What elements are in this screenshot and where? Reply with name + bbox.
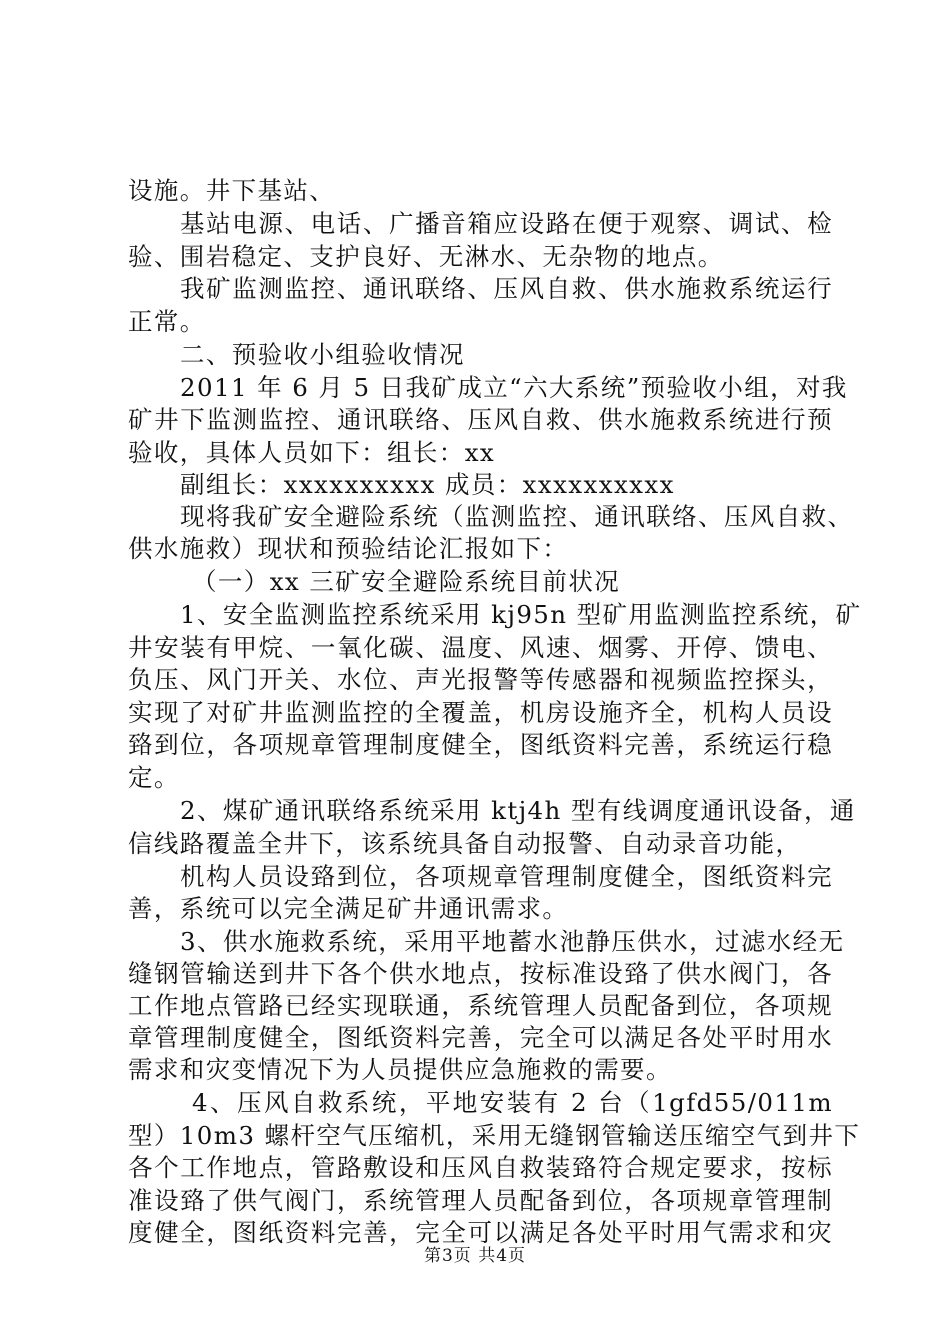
text-line: 型）10m3 螺杆空气压缩机，采用无缝钢管输送压缩空气到井下 bbox=[128, 1121, 861, 1150]
text-line: 基站电源、电话、广播音箱应设路在便于观察、调试、检 bbox=[180, 209, 833, 238]
text-line: 度健全，图纸资料完善，完全可以满足各处平时用气需求和灾 bbox=[128, 1218, 833, 1247]
text-line: 正常。 bbox=[128, 307, 206, 336]
text-line: 3、供水施救系统，采用平地蓄水池静压供水，过滤水经无 bbox=[180, 927, 845, 956]
section-heading: 二、预验收小组验收情况 bbox=[180, 340, 465, 369]
text-line: 4、压风自救系统，平地安装有 2 台（1gfd55/011m bbox=[192, 1088, 833, 1117]
text-line: 我矿监测监控、通讯联络、压风自救、供水施救系统运行 bbox=[180, 274, 833, 303]
text-line: 2、煤矿通讯联络系统采用 ktj4h 型有线调度通讯设备，通 bbox=[180, 796, 856, 825]
text-line: 设施。井下基站、 bbox=[128, 176, 336, 205]
subsection-heading: （一）xx 三矿安全避险系统目前状况 bbox=[192, 567, 621, 596]
text-line: 2011 年 6 月 5 日我矿成立“六大系统”预验收小组，对我 bbox=[180, 373, 848, 402]
text-line: 臵到位，各项规章管理制度健全，图纸资料完善，系统运行稳 bbox=[128, 730, 833, 759]
text-line: 负压、风门开关、水位、声光报警等传感器和视频监控探头， bbox=[128, 665, 833, 694]
text-line: 实现了对矿井监测监控的全覆盖，机房设施齐全，机构人员设 bbox=[128, 698, 833, 727]
text-line: 准设臵了供气阀门，系统管理人员配备到位，各项规章管理制 bbox=[128, 1186, 833, 1215]
text-line: 信线路覆盖全井下，该系统具备自动报警、自动录音功能， bbox=[128, 829, 802, 858]
text-line: 定。 bbox=[128, 763, 180, 792]
text-line: 章管理制度健全，图纸资料完善，完全可以满足各处平时用水 bbox=[128, 1023, 833, 1052]
text-line: 各个工作地点，管路敷设和压风自救装臵符合规定要求，按标 bbox=[128, 1153, 833, 1182]
text-line: 现将我矿安全避险系统（监测监控、通讯联络、压风自救、 bbox=[180, 502, 854, 531]
text-line: 工作地点管路已经实现联通，系统管理人员配备到位，各项规 bbox=[128, 991, 833, 1020]
text-line: 善，系统可以完全满足矿井通讯需求。 bbox=[128, 894, 569, 923]
page-number-footer: 第3页 共4页 bbox=[423, 1246, 527, 1266]
text-line: 1、安全监测监控系统采用 kj95n 型矿用监测监控系统，矿 bbox=[180, 600, 862, 629]
text-line: 矿井下监测监控、通讯联络、压风自救、供水施救系统进行预 bbox=[128, 405, 833, 434]
text-line: 需求和灾变情况下为人员提供应急施救的需要。 bbox=[128, 1055, 672, 1084]
text-line: 副组长：xxxxxxxxxx 成员：xxxxxxxxxx bbox=[180, 470, 675, 499]
text-line: 机构人员设臵到位，各项规章管理制度健全，图纸资料完 bbox=[180, 862, 833, 891]
text-line: 井安装有甲烷、一氧化碳、温度、风速、烟雾、开停、馈电、 bbox=[128, 633, 833, 662]
text-line: 验收，具体人员如下：组长：xx bbox=[128, 438, 496, 467]
text-line: 验、围岩稳定、支护良好、无淋水、无杂物的地点。 bbox=[128, 242, 724, 271]
text-line: 缝钢管输送到井下各个供水地点，按标准设臵了供水阀门，各 bbox=[128, 959, 833, 988]
text-line: 供水施救）现状和预验结论汇报如下： bbox=[128, 534, 569, 563]
